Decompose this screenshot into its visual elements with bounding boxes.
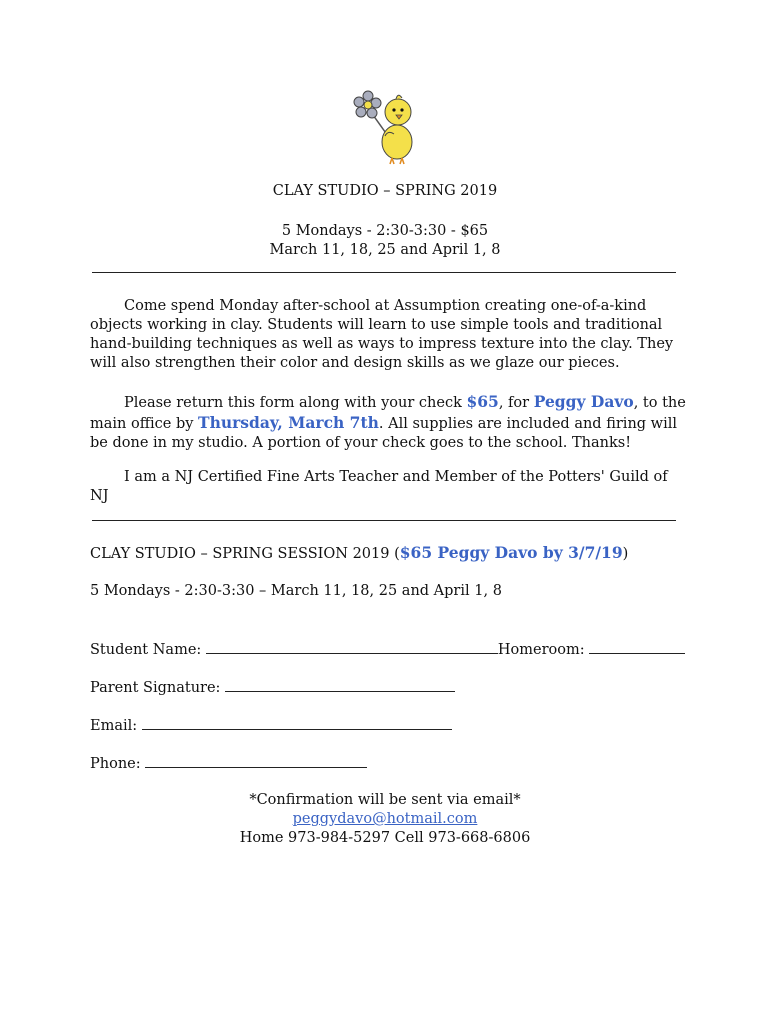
instructions-text-b: , for xyxy=(498,395,534,411)
student-name-field[interactable] xyxy=(206,639,498,654)
instructions-text-d: . All supplies are included and firing will be done in my studio. A portion of your check goes to the school. Thanks! xyxy=(90,416,677,451)
payee-highlight: Peggy Davo xyxy=(533,392,634,411)
email-field[interactable] xyxy=(142,715,452,730)
divider-top xyxy=(92,272,676,273)
instructions-text-c: , to the main office by xyxy=(90,395,686,432)
phone-row xyxy=(90,753,690,774)
schedule-summary: 5 Mondays - 2:30-3:30 - $65 xyxy=(281,223,489,239)
instructions-text-a: Please return this form along with your check xyxy=(124,395,467,411)
parent-signature-label: Parent Signature: xyxy=(90,680,221,696)
instructions-paragraph xyxy=(90,392,690,453)
chick-with-flower-illustration xyxy=(350,88,420,166)
session-heading-close: ) xyxy=(622,546,629,562)
phone-field[interactable] xyxy=(145,753,367,768)
session-highlight: $65 Peggy Davo by 3/7/19 xyxy=(399,543,623,562)
confirmation-note: *Confirmation will be sent via email* xyxy=(249,792,521,808)
class-dates: March 11, 18, 25 and April 1, 8 xyxy=(269,242,501,258)
student-name-label: Student Name: xyxy=(90,642,202,658)
session-heading xyxy=(90,543,690,564)
contact-phones: Home 973-984-5297 Cell 973-668-6806 xyxy=(239,830,531,846)
divider-bottom xyxy=(92,520,676,521)
price-highlight: $65 xyxy=(466,392,499,411)
parent-signature-row xyxy=(90,677,690,698)
phone-label: Phone: xyxy=(90,756,141,772)
contact-email-link[interactable]: peggydavo@hotmail.com xyxy=(292,811,478,827)
parent-signature-field[interactable] xyxy=(225,677,455,692)
student-name-row xyxy=(90,639,690,660)
page-title: CLAY STUDIO – SPRING 2019 xyxy=(272,183,498,199)
email-row xyxy=(90,715,690,736)
credentials-paragraph: I am a NJ Certified Fine Arts Teacher and Member of the Potters' Guild of NJ xyxy=(90,469,668,504)
session-schedule: 5 Mondays - 2:30-3:30 – March 11, 18, 25 and April 1, 8 xyxy=(90,583,502,599)
homeroom-field[interactable] xyxy=(589,639,685,654)
description-paragraph: Come spend Monday after-school at Assumption creating one-of-a-kind objects working in clay. Students will learn to use simple tools and traditional hand-building techniques as well as ways to impress texture into the clay. They will also strengthen their color and design skills as we glaze our pieces. xyxy=(90,298,674,371)
deadline-highlight: Thursday, March 7th xyxy=(198,413,379,432)
session-heading-text: CLAY STUDIO – SPRING SESSION 2019 ( xyxy=(90,546,400,562)
homeroom-label: Homeroom: xyxy=(497,642,585,658)
email-label: Email: xyxy=(90,718,138,734)
